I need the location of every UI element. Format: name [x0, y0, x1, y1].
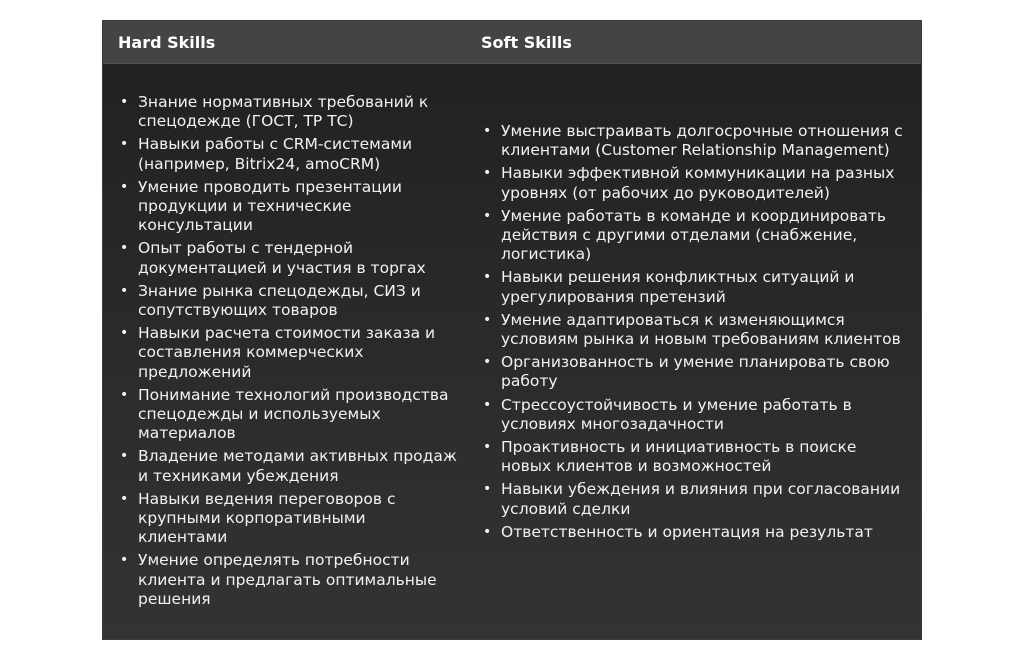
bullet-icon: •: [483, 207, 492, 224]
bullet-icon: •: [483, 481, 492, 498]
bullet-icon: •: [120, 325, 129, 342]
list-item: • Знание рынка спецодежды, СИЗ и сопутствующих товаров: [120, 281, 421, 320]
list-item: • Навыки работы с CRM-системами (например, Bitrix24, amoCRM): [120, 135, 413, 173]
list-item: • Стрессоустойчивость и умение работать в условиях многозадачности: [483, 395, 852, 433]
bullet-icon: •: [483, 523, 492, 540]
bullet-icon: •: [120, 282, 129, 299]
bullet-icon: •: [120, 178, 129, 195]
bullet-icon: •: [120, 136, 129, 153]
bullet-icon: •: [483, 439, 492, 456]
soft-skills-list: [481, 122, 909, 546]
bullet-icon: •: [120, 490, 129, 507]
bullet-icon: •: [120, 240, 129, 257]
list-item: • Проактивность и инициативность в поиске новых клиентов и возможностей: [483, 438, 857, 476]
list-item: • Умение определять потребности клиента и предлагать оптимальные решения: [120, 551, 437, 608]
list-item: • Навыки эффективной коммуникации на разных уровнях (от рабочих до руководителей): [483, 164, 895, 202]
bullet-icon: •: [483, 311, 492, 328]
bullet-icon: •: [483, 396, 492, 413]
bullet-icon: •: [483, 269, 492, 286]
list-item: • Понимание технологий производства спецодежды и используемых материалов: [120, 385, 449, 443]
skills-table: [102, 20, 922, 640]
list-item: • Ответственность и ориентация на результат: [483, 522, 873, 541]
list-item: • Навыки расчета стоимости заказа и составления коммерческих предложений: [120, 324, 436, 381]
bullet-icon: •: [483, 165, 492, 182]
hard-skills-list: [118, 93, 458, 613]
soft-skills-heading: Soft Skills: [481, 33, 572, 52]
list-item: • Навыки решения конфликтных ситуаций и урегулирования претензий: [483, 268, 855, 306]
bullet-icon: •: [120, 386, 129, 403]
table-header: [103, 21, 921, 64]
list-item: • Навыки ведения переговоров с крупными корпоративными клиентами: [120, 489, 396, 547]
list-item: • Навыки убеждения и влияния при согласовании условий сделки: [483, 480, 901, 518]
bullet-icon: •: [120, 94, 129, 110]
list-item: • Умение адаптироваться к изменяющимся условиям рынка и новым требованиям клиентов: [483, 310, 901, 349]
list-item: • Знание нормативных требований к спецодежде (ГОСТ, ТР ТС): [120, 93, 429, 131]
list-item: • Умение работать в команде и координировать действия с другими отделами (снабжение, логистика): [483, 206, 887, 264]
list-item: • Умение проводить презентации продукции и технические консультации: [120, 177, 402, 235]
bullet-icon: •: [483, 354, 492, 371]
list-item: • Владение методами активных продаж и техниками убеждения: [120, 447, 457, 485]
bullet-icon: •: [120, 552, 129, 569]
hard-skills-heading: Hard Skills: [118, 33, 216, 52]
list-item: • Организованность и умение планировать свою работу: [483, 353, 890, 391]
list-item: • Опыт работы с тендерной документацией и участия в торгах: [120, 239, 426, 277]
list-item: • Умение выстраивать долгосрочные отношения с клиентами (Customer Relationship Management): [483, 122, 903, 160]
bullet-icon: •: [120, 448, 129, 465]
bullet-icon: •: [483, 123, 492, 139]
